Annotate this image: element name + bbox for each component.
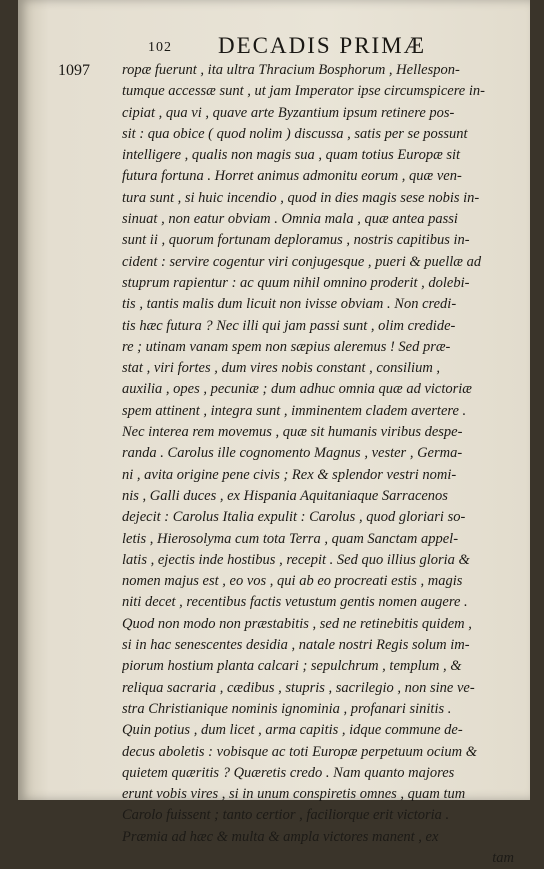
text-line: sinuat , non eatur obviam . Omnia mala , quæ antea passi (122, 211, 458, 228)
text-line: si in hac senescentes desidia , natale nostri Regis solum im- (122, 637, 470, 654)
text-line: futura fortuna . Horret animus admonitu eorum , quæ ven- (122, 168, 462, 185)
text-line: tura sunt , si huic incendio , quod in dies magis sese nobis in- (122, 189, 480, 206)
text-line: auxilia , opes , pecuniæ ; dum adhuc omnia quæ ad victoriæ (122, 381, 472, 398)
text-line: tis , tantis malis dum licuit non ivisse obviam . Non credi- (122, 296, 457, 313)
text-line: Quin potius , dum licet , arma capitis , idque commune de- (122, 722, 463, 739)
text-line: stra Christianique nominis ignominia , profanari sinitis . (122, 700, 452, 717)
text-line: Quod non modo non præstabitis , sed ne retinebitis quidem , (122, 615, 472, 632)
text-line: intelligere , qualis non magis sua , quam totius Europæ sit (122, 147, 461, 164)
text-line: spem attinent , integra sunt , imminentem cladem avertere . (122, 402, 467, 419)
text-line: ni , avita origine pene civis ; Rex & splendor vestri nomi- (122, 466, 457, 483)
text-line: nis , Galli duces , ex Hispania Aquitaniaque Sarracenos (122, 487, 448, 504)
text-line: tumque accessæ sunt , ut jam Imperator ipse circumspicere in- (122, 83, 485, 100)
text-line: ropæ fuerunt , ita ultra Thracium Bosphorum , Hellespon- (122, 62, 460, 78)
text-line: niti decet , recentibus factis vetustum gentis nomen augere . (122, 594, 468, 611)
text-line: randa . Carolus ille cognomento Magnus , vester , Germa- (122, 445, 463, 462)
text-line: sit : qua obice ( quod nolim ) discussa , satis per se possunt (122, 125, 468, 142)
text-line: sunt ii , quorum fortunam deploramus , nostris capitibus in- (122, 232, 470, 249)
text-line: nomen majus est , eo vos , qui ab eo procreati estis , magis (122, 573, 463, 590)
text-line: cipiat , qua vi , quave arte Byzantium ipsum retinere pos- (122, 104, 455, 121)
body-text (122, 60, 528, 869)
text-line: stuprum rapientur : ac quum nihil omnino proderit , dolebi- (122, 274, 470, 291)
text-line: reliqua sacraria , cædibus , stupris , sacrilegio , non sine ve- (122, 679, 475, 696)
text-line: latis , ejectis inde hostibus , recepit . Sed quo illius gloria & (122, 551, 470, 568)
text-line: erunt vobis vires , si in unum conspiretis omnes , quam tum (122, 786, 466, 803)
text-line: stat , viri fortes , dum vires nobis constant , consilium , (122, 360, 441, 377)
text-line: cident : servire cogentur viri conjugesque , pueri & puellæ ad (122, 253, 482, 270)
running-head: DECADIS PRIMÆ (218, 33, 427, 58)
text-line: piorum hostium planta calcari ; sepulchrum , templum , & (122, 658, 462, 675)
catchword: tam (492, 849, 514, 866)
text-line: letis , Hierosolyma cum tota Terra , quam Sanctam appel- (122, 530, 459, 547)
text-line: tis hæc futura ? Nec illi qui jam passi sunt , olim credide- (122, 317, 456, 334)
text-line: quietem quæritis ? Quæretis credo . Nam quanto majores (122, 764, 455, 781)
book-page (18, 0, 530, 866)
text-line: Carolo fuissent ; tanto certior , faciliorque erit victoria . (122, 807, 450, 824)
text-line: Nec interea rem movemus , quæ sit humanis viribus despe- (122, 424, 463, 441)
text-line: Præmia ad hæc & multa & ampla victores manent , ex (122, 828, 439, 845)
margin-year-note: 1097 (58, 62, 90, 79)
page-number: 102 (148, 40, 172, 55)
text-line: decus aboletis : vobisque ac toti Europæ perpetuum ocium & (122, 743, 478, 760)
text-line: re ; utinam vanam spem non sæpius aleremus ! Sed præ- (122, 338, 451, 355)
text-line: dejecit : Carolus Italia expulit : Carolus , quod gloriari so- (122, 509, 466, 526)
